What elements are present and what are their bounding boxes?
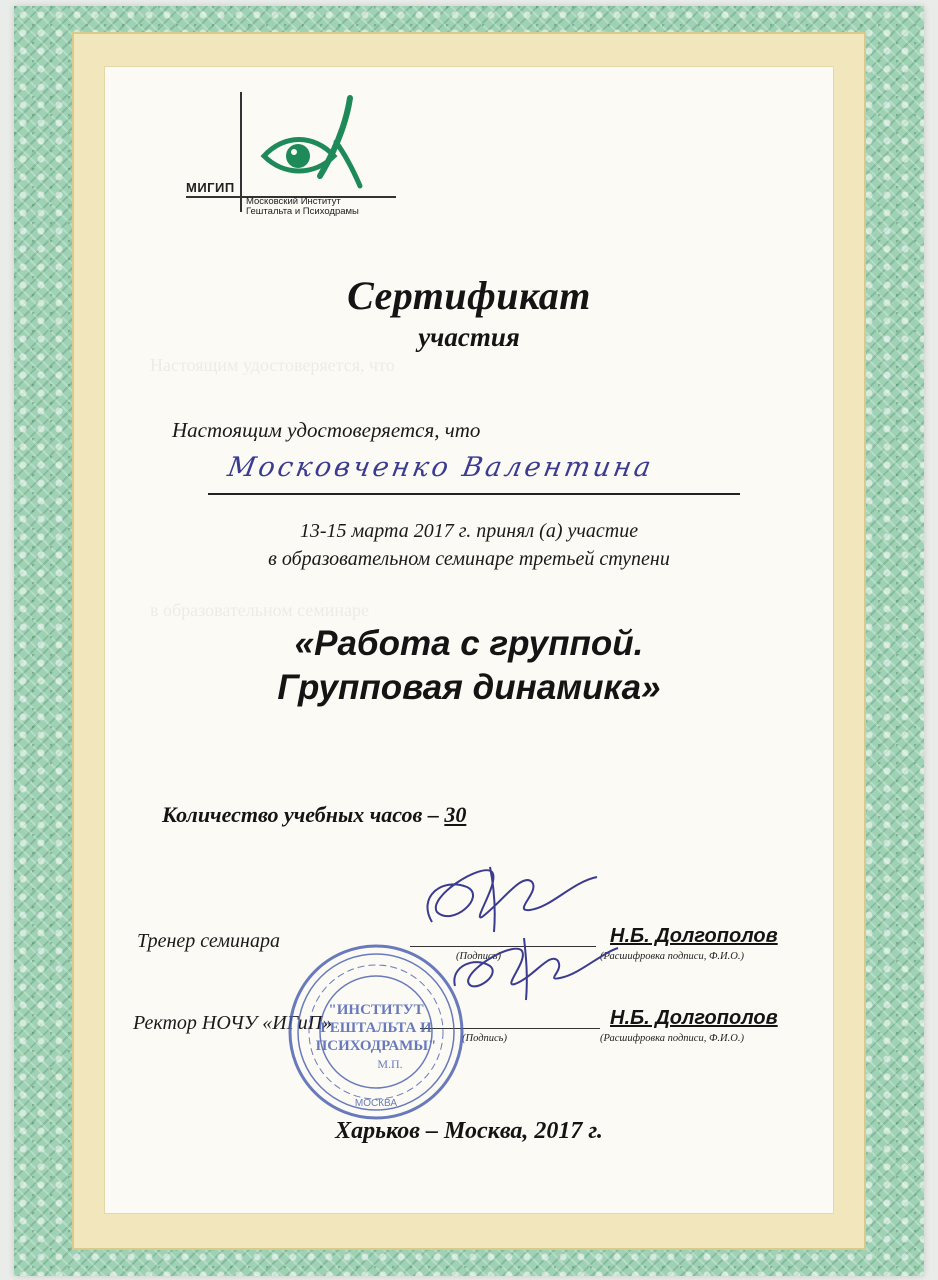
certificate-subtitle: участия [418, 322, 520, 352]
rector-signature-caption: (Подпись) [462, 1033, 507, 1044]
stamp-city: МОСКВА [354, 1098, 398, 1109]
participation-line: 13-15 марта 2017 г. принял (а) участие [299, 520, 639, 542]
hours-label: Количество учебных часов – [162, 802, 439, 827]
rector-label: Ректор НОЧУ «ИГиП» [133, 1012, 333, 1034]
show-through-text: Настоящим удостоверяется, что [150, 355, 395, 375]
stamp-text: ГЕШТАЛЬТА И [320, 1020, 432, 1036]
course-title: Групповая динамика» [277, 668, 661, 707]
certify-text: Настоящим удостоверяется, что [172, 418, 481, 442]
organization-stamp [286, 942, 466, 1122]
logo-institute-name [246, 197, 406, 217]
certificate-title: Сертификат [347, 273, 591, 318]
rector-name-caption: (Расшифровка подписи, Ф.И.О.) [600, 1033, 744, 1044]
show-through-text: в образовательном семинаре [150, 600, 369, 620]
recipient-underline [208, 493, 740, 495]
trainer-signature-caption: (Подпись) [456, 951, 501, 962]
recipient-name: Московченко Валентина [225, 452, 657, 483]
trainer-label: Тренер семинара [137, 930, 280, 952]
rector-signature-image [440, 926, 620, 1006]
participation-line: в образовательном семинаре третьей ступени [268, 548, 670, 570]
trainer-name: Н.Б. Долгополов [610, 925, 778, 947]
eye-logo-icon [258, 94, 370, 194]
stamp-mp: М.П. [377, 1057, 403, 1071]
trainer-name-caption: (Расшифровка подписи, Ф.И.О.) [600, 951, 744, 962]
stamp-text: ПСИХОДРАМЫ" [315, 1038, 437, 1054]
hours-value: 30 [444, 802, 467, 827]
logo-name-line: Московский Институт [246, 196, 341, 207]
hours-line [162, 802, 466, 828]
logo-name-line: Гештальта и Психодрамы [246, 206, 359, 217]
footer-place-date: Харьков – Москва, 2017 г. [335, 1118, 603, 1144]
course-title: «Работа с группой. [294, 624, 644, 663]
logo-divider [240, 92, 242, 212]
rector-name: Н.Б. Долгополов [610, 1007, 778, 1029]
logo-abbreviation: МИГИП [186, 180, 235, 195]
stamp-text: "ИНСТИТУТ [328, 1002, 424, 1018]
